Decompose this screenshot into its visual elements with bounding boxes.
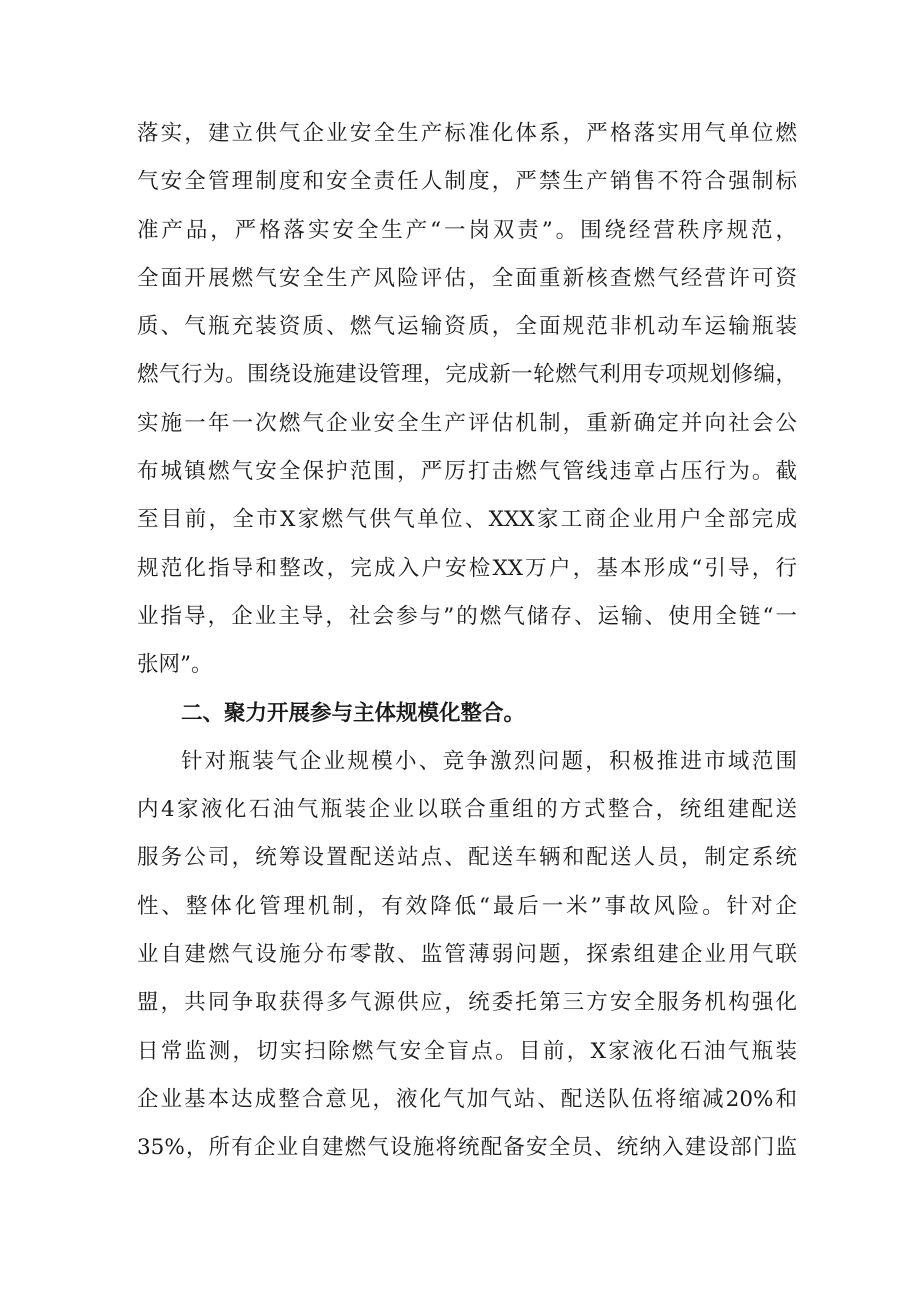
text-line: 布城镇燃气安全保护范围，严厉打击燃气管线违章占压行为。截 — [137, 459, 797, 485]
text-line: 性、整体化管理机制，有效降低“最后一米”事故风险。针对企 — [137, 893, 797, 919]
text-line: 业指导，企业主导，社会参与”的燃气储存、运输、使用全链“一 — [137, 603, 797, 629]
paragraph-1 — [137, 110, 797, 690]
text-line: 全面开展燃气安全生产风险评估，全面重新核查燃气经营许可资 — [137, 265, 797, 291]
text-line: 实施一年一次燃气企业安全生产评估机制，重新确定并向社会公 — [137, 410, 797, 436]
text-line: 针对瓶装气企业规模小、竞争激烈问题，积极推进市域范围 — [181, 748, 797, 774]
text-line: 盟，共同争取获得多气源供应，统委托第三方安全服务机构强化 — [137, 990, 797, 1016]
text-line: 企业基本达成整合意见，液化气加气站、配送队伍将缩减20%和 — [137, 1086, 797, 1112]
text-line: 规范化指导和整改，完成入户安检XX万户，基本形成“引导，行 — [137, 555, 797, 581]
text-line: 业自建燃气设施分布零散、监管薄弱问题，探索组建企业用气联 — [137, 942, 797, 968]
text-line: 至目前，全市X家燃气供气单位、XXX家工商企业用户全部完成 — [137, 507, 797, 533]
text-line: 内4家液化石油气瓶装企业以联合重组的方式整合，统组建配送 — [137, 797, 797, 823]
document-body — [137, 110, 797, 1173]
text-line: 日常监测，切实扫除燃气安全盲点。目前，X家液化石油气瓶装 — [137, 1038, 797, 1064]
text-line: 气安全管理制度和安全责任人制度，严禁生产销售不符合强制标 — [137, 169, 797, 195]
text-line: 燃气行为。围绕设施建设管理，完成新一轮燃气利用专项规划修编， — [137, 362, 797, 388]
text-line: 张网”。 — [137, 652, 213, 678]
paragraph-2 — [137, 738, 797, 1173]
text-line: 准产品，严格落实安全生产“一岗双责”。围绕经营秩序规范， — [137, 217, 797, 243]
text-line: 服务公司，统筹设置配送站点、配送车辆和配送人员，制定系统 — [137, 845, 797, 871]
text-line: 质、气瓶充装资质、燃气运输资质，全面规范非机动车运输瓶装 — [137, 314, 797, 340]
text-line: 落实，建立供气企业安全生产标准化体系，严格落实用气单位燃 — [137, 121, 797, 146]
text-line: 35%，所有企业自建燃气设施将统配备安全员、统纳入建设部门监 — [137, 1135, 797, 1161]
section-heading: 二、聚力开展参与主体规模化整合。 — [181, 700, 526, 726]
